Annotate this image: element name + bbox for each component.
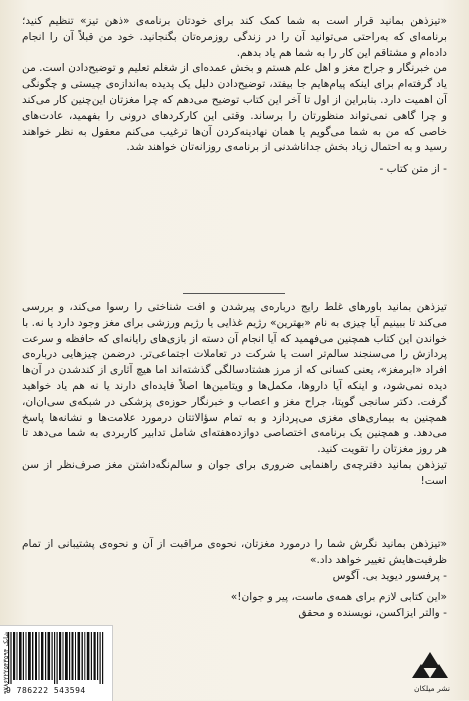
barcode-area [0,625,113,701]
excerpt-paragraph: من خبرنگار و جراح مغز و اهل علم هستم و بخش عمده‌ای از شغلم تعلیم و توضیح‌دادن است. من یاد گرفته‌ام برای اینکه پیام‌هایم جا بیفتد، توضیح‌دادن دلیل یک پدیده به‌اندازه‌ی چیستی و چگونگی آن اهمیت دارد. بنابراین از اول تا آخر این کتاب توضیح می‌دهم که چرا مغزتان این‌چنین کار می‌کند و چرا گاهی نمی‌تواند منظورتان را برساند. وقتی این کارکردهای درونی را بفهمید، عادت‌های خاصی که من به شما می‌گویم یا همان نهادینه‌کردن آن‌ها ترغیب می‌کنم معقول به نظر خواهند رسید و به احتمال زیاد بخش جداناشدنی از برنامه‌ی روزانه‌تان خواهند شد. [22,62,447,154]
endorsement-quote [22,537,447,584]
excerpt-source: - از متن کتاب - [379,163,447,176]
barcode-icon [8,632,104,684]
quote-author: - والتر ایزاکسن، نویسنده و محقق [298,607,447,620]
intro-excerpt [22,14,447,178]
description-paragraph: تیزذهن بمانید باورهای غلط رایج درباره‌ی پیرشدن و افت شناختی را رسوا می‌کند، و بررسی می‌کند تا ببینیم آیا چیزی به نام «بهترین» رژیم غذایی یا رژیم ورزشی برای مغز وجود دارد یا نه. با خواندن این کتاب همچنین می‌فهمید که آیا انجام آن دسته از بازی‌های رایانه‌ای که حافظه و سرعت پردازش را می‌سنجند سالم‌تر است یا شرکت در تعاملات اجتماعی‌تر. درضمن چیزهایی درباره‌ی افراد «ابرمغز»، یعنی کسانی که از مرز هشتادسالگی گذشته‌اند اما هیچ آثاری از کندشدن در آن‌ها دیده نمی‌شود، و اینکه آیا داروها، مکمل‌ها و ویتامین‌ها اصلاً فایده‌ای دارند یا نه هم یاد خواهید گرفت. دکتر سانجی گوپتا، جراح مغز و اعصاب و خبرنگار حوزه‌ی پزشکی در شبکه‌ی سی‌ان‌ان، همچنین به بیماری‌های مغزی می‌پردازد و به تمام سؤالاتتان درمورد علامت‌ها و نشانه‌ها پاسخ می‌دهد. و همچنین یک برنامه‌ی اختصاصی دوازده‌هفته‌ای شامل تدابیر کاربردی به شما می‌دهد تا هر روز مغزتان را تقویت کنید. [22,301,447,456]
endorsement-quote [22,590,447,622]
barcode-number: 9 786222 543594 [6,686,86,695]
isbn-vertical: شابک ۹۷۸۶۲۲۲۵۴۳۵۹۴ [2,631,10,694]
endorsements [22,537,447,628]
quote-author: - پرفسور دیوید بی. آگوس [332,569,447,582]
book-description [22,300,447,490]
description-paragraph: تیزذهن بمانید دفترچه‌ی راهنمایی ضروری برای جوان و سالم‌نگه‌داشتن مغز صرف‌نظر از سن است! [22,458,447,487]
publisher-name: نشر میلکان [414,684,450,693]
quote-text: «این کتابی لازم برای همه‌ی ماست، پیر و جوان!» [230,591,447,604]
excerpt-paragraph: «تیزذهن بمانید قرار است به شما کمک کند برای خودتان برنامه‌ی «ذهن تیز» تنظیم کنید؛ برنامه‌ای که به‌راحتی می‌توانید آن را در زندگی روزمره‌تان بگنجانید. خود من قبلاً آن را انجام داده‌ام و مشتاقم این کار را به شما هم یاد بدهم. [22,15,447,59]
section-divider [183,293,285,294]
quote-text: «تیزذهن بمانید نگرش شما را درمورد مغزتان، نحوه‌ی مراقبت از آن و نحوه‌ی پشتیبانی از تمام ظرفیت‌هایش تغییر خواهد داد.» [22,538,447,566]
